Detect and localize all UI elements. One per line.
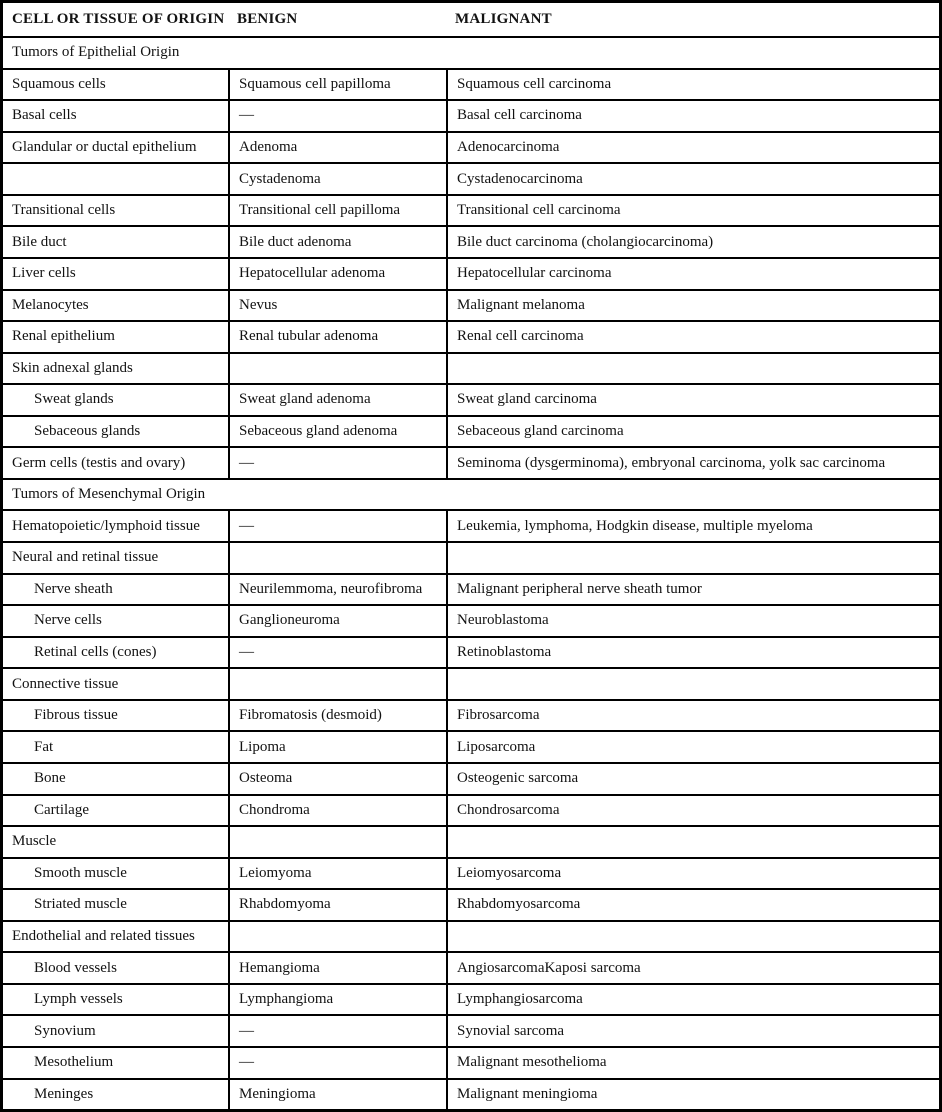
cell-origin: Germ cells (testis and ovary): [12, 454, 186, 471]
cell-origin: Squamous cells: [12, 75, 106, 92]
cell-malignant: Cystadenocarcinoma: [446, 164, 939, 194]
table-row: [3, 667, 939, 699]
cell-origin: Bile duct: [12, 233, 67, 250]
cell-origin: Liver cells: [12, 265, 76, 282]
cell-malignant: Bile duct carcinoma (cholangiocarcinoma): [446, 227, 939, 257]
cell-origin: Muscle: [12, 833, 57, 850]
cell-malignant: [446, 922, 939, 952]
table-row: [3, 951, 939, 983]
cell-benign: Meningioma: [228, 1080, 446, 1110]
cell-benign: Bile duct adenoma: [228, 227, 446, 257]
cell-origin: [3, 164, 228, 194]
cell-malignant: Malignant melanoma: [446, 291, 939, 321]
cell-benign: —: [228, 511, 446, 541]
table-row: [3, 857, 939, 889]
cell-origin: Synovium: [34, 1022, 96, 1039]
section-label: Tumors of Mesenchymal Origin: [12, 486, 206, 503]
cell-benign: Rhabdomyoma: [228, 890, 446, 920]
cell-benign: —: [228, 1048, 446, 1078]
cell-malignant: Chondrosarcoma: [446, 796, 939, 826]
cell-malignant: Sweat gland carcinoma: [446, 385, 939, 415]
cell-malignant: Sebaceous gland carcinoma: [446, 417, 939, 447]
cell-origin: Glandular or ductal epithelium: [12, 138, 197, 155]
table-row: [3, 604, 939, 636]
cell-benign: Sebaceous gland adenoma: [228, 417, 446, 447]
table-row: [3, 446, 939, 478]
cell-benign: Hemangioma: [228, 953, 446, 983]
cell-benign: Nevus: [228, 291, 446, 321]
cell-malignant: Squamous cell carcinoma: [446, 70, 939, 100]
cell-malignant: Transitional cell carcinoma: [446, 196, 939, 226]
table-row: [3, 541, 939, 573]
table-row: [3, 225, 939, 257]
cell-origin: Renal epithelium: [12, 328, 115, 345]
table-row: [3, 983, 939, 1015]
cell-benign: Adenoma: [228, 133, 446, 163]
cell-origin: Bone: [34, 770, 66, 787]
table-row: [3, 383, 939, 415]
cell-malignant: Malignant meningioma: [446, 1080, 939, 1110]
table-row: [3, 1014, 939, 1046]
section-row: [3, 478, 939, 510]
cell-malignant: Lymphangiosarcoma: [446, 985, 939, 1015]
cell-benign: Lymphangioma: [228, 985, 446, 1015]
cell-origin: Transitional cells: [12, 202, 116, 219]
table-row: [3, 825, 939, 857]
cell-origin: Nerve cells: [34, 612, 102, 629]
cell-origin: Striated muscle: [34, 896, 127, 913]
cell-malignant: Liposarcoma: [446, 732, 939, 762]
cell-origin: Smooth muscle: [34, 864, 127, 881]
table-row: [3, 68, 939, 100]
table-row: [3, 131, 939, 163]
cell-benign: Renal tubular adenoma: [228, 322, 446, 352]
cell-origin: Neural and retinal tissue: [12, 549, 159, 566]
cell-benign: —: [228, 448, 446, 478]
cell-origin: Fibrous tissue: [34, 707, 118, 724]
cell-benign: Lipoma: [228, 732, 446, 762]
table-row: [3, 320, 939, 352]
cell-malignant: Seminoma (dysgerminoma), embryonal carcinoma, yolk sac carcinoma: [446, 448, 939, 478]
cell-malignant: Synovial sarcoma: [446, 1016, 939, 1046]
cell-origin: Connective tissue: [12, 675, 119, 692]
table-row: [3, 920, 939, 952]
column-header-origin: CELL OR TISSUE OF ORIGIN: [12, 11, 225, 27]
cell-origin: Basal cells: [12, 107, 77, 124]
cell-malignant: Hepatocellular carcinoma: [446, 259, 939, 289]
cell-origin: Endothelial and related tissues: [12, 928, 195, 945]
cell-origin: Lymph vessels: [34, 991, 123, 1008]
cell-malignant: [446, 827, 939, 857]
cell-malignant: [446, 354, 939, 384]
cell-malignant: Adenocarcinoma: [446, 133, 939, 163]
cell-malignant: Rhabdomyosarcoma: [446, 890, 939, 920]
cell-benign: Leiomyoma: [228, 859, 446, 889]
cell-malignant: Malignant mesothelioma: [446, 1048, 939, 1078]
cell-benign: Neurilemmoma, neurofibroma: [228, 575, 446, 605]
column-header-benign: BENIGN: [237, 11, 298, 27]
cell-origin: Sebaceous glands: [34, 423, 141, 440]
table-row: [3, 257, 939, 289]
table-row: [3, 573, 939, 605]
table-row: [3, 1046, 939, 1078]
cell-benign: Hepatocellular adenoma: [228, 259, 446, 289]
cell-malignant: Malignant peripheral nerve sheath tumor: [446, 575, 939, 605]
cell-origin: Sweat glands: [34, 391, 114, 408]
table-row: [3, 352, 939, 384]
cell-origin: Fat: [34, 738, 54, 755]
cell-malignant: [446, 669, 939, 699]
cell-benign: —: [228, 638, 446, 668]
cell-origin: Mesothelium: [34, 1054, 114, 1071]
cell-malignant: Retinoblastoma: [446, 638, 939, 668]
cell-origin: Skin adnexal glands: [12, 359, 133, 376]
cell-malignant: Renal cell carcinoma: [446, 322, 939, 352]
table-row: [3, 888, 939, 920]
table-row: [3, 1078, 939, 1110]
cell-malignant: [446, 543, 939, 573]
cell-origin: Melanocytes: [12, 296, 89, 313]
table-row: [3, 762, 939, 794]
section-label: Tumors of Epithelial Origin: [12, 44, 180, 61]
table-row: [3, 699, 939, 731]
table-row: [3, 730, 939, 762]
cell-malignant: Leukemia, lymphoma, Hodgkin disease, multiple myeloma: [446, 511, 939, 541]
cell-benign: [228, 543, 446, 573]
cell-benign: —: [228, 101, 446, 131]
table-row: [3, 99, 939, 131]
table-row: [3, 794, 939, 826]
cell-benign: —: [228, 1016, 446, 1046]
cell-benign: Cystadenoma: [228, 164, 446, 194]
cell-malignant: Neuroblastoma: [446, 606, 939, 636]
cell-origin: Retinal cells (cones): [34, 643, 157, 660]
table-header-row: [3, 3, 939, 36]
table-row: [3, 289, 939, 321]
cell-origin: Cartilage: [34, 801, 89, 818]
cell-benign: [228, 669, 446, 699]
cell-benign: Chondroma: [228, 796, 446, 826]
column-header-malignant: MALIGNANT: [455, 11, 552, 27]
table-row: [3, 194, 939, 226]
cell-malignant: Basal cell carcinoma: [446, 101, 939, 131]
cell-benign: [228, 827, 446, 857]
table-row: [3, 162, 939, 194]
cell-benign: Osteoma: [228, 764, 446, 794]
cell-origin: Nerve sheath: [34, 580, 113, 597]
cell-benign: Transitional cell papilloma: [228, 196, 446, 226]
section-row: [3, 36, 939, 68]
cell-malignant: Osteogenic sarcoma: [446, 764, 939, 794]
cell-benign: Squamous cell papilloma: [228, 70, 446, 100]
cell-benign: Ganglioneuroma: [228, 606, 446, 636]
cell-malignant: AngiosarcomaKaposi sarcoma: [446, 953, 939, 983]
table-row: [3, 509, 939, 541]
table-row: [3, 636, 939, 668]
cell-malignant: Leiomyosarcoma: [446, 859, 939, 889]
cell-benign: Fibromatosis (desmoid): [228, 701, 446, 731]
cell-origin: Hematopoietic/lymphoid tissue: [12, 517, 200, 534]
cell-benign: Sweat gland adenoma: [228, 385, 446, 415]
cell-origin: Blood vessels: [34, 959, 117, 976]
table-row: [3, 415, 939, 447]
cell-malignant: Fibrosarcoma: [446, 701, 939, 731]
cell-benign: [228, 354, 446, 384]
cell-benign: [228, 922, 446, 952]
cell-origin: Meninges: [34, 1085, 94, 1102]
